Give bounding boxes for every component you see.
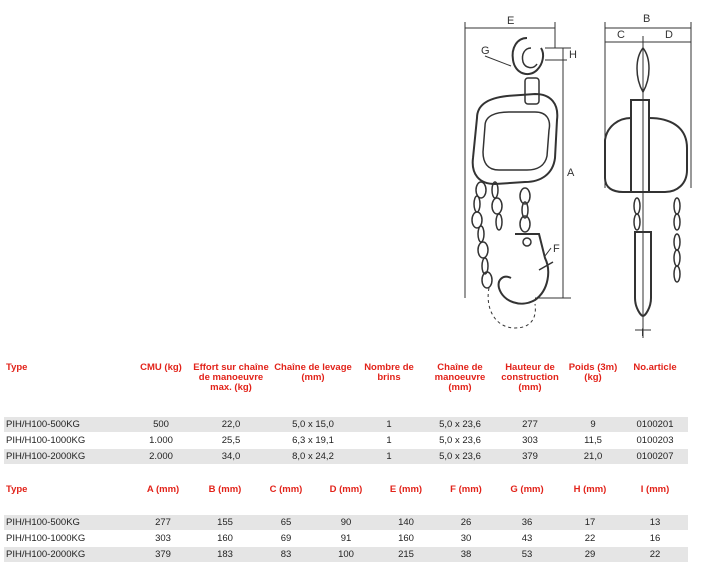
table-row <box>4 547 688 563</box>
dim-label-b: B <box>643 13 651 25</box>
cell: 160 <box>194 531 256 547</box>
cell: 500 <box>132 417 190 433</box>
cell: 43 <box>496 531 558 547</box>
header-e: E (mm) <box>389 484 423 495</box>
dim-label-c: C <box>617 29 625 41</box>
cell: 8,0 x 24,2 <box>272 449 354 465</box>
cell: 0100203 <box>622 433 688 449</box>
cell: 34,0 <box>190 449 272 465</box>
cell: 30 <box>436 531 496 547</box>
cell: 22 <box>622 547 688 563</box>
cell-type: PIH/H100-2000KG <box>4 449 132 465</box>
header-hand-chain: Chaîne de manoeuvre (mm) <box>434 362 486 393</box>
cell: 155 <box>194 515 256 531</box>
cell: 1 <box>354 433 424 449</box>
cell: 277 <box>132 515 194 531</box>
cell: 13 <box>622 515 688 531</box>
cell: 6,3 x 19,1 <box>272 433 354 449</box>
cell: 0100201 <box>622 417 688 433</box>
header-strands: Nombre de brins <box>364 362 414 383</box>
cell: 83 <box>256 547 316 563</box>
cell: 160 <box>376 531 436 547</box>
cell: 16 <box>622 531 688 547</box>
cell-type: PIH/H100-2000KG <box>4 547 132 563</box>
table-row <box>4 433 688 449</box>
table-row <box>4 515 688 531</box>
header-lifting-chain: Chaîne de levage (mm) <box>274 362 352 383</box>
header-a: A (mm) <box>146 484 180 495</box>
hoist-technical-drawing <box>455 8 695 338</box>
cell: 0100207 <box>622 449 688 465</box>
cell-type: PIH/H100-1000KG <box>4 531 132 547</box>
header-weight: Poids (3m) (kg) <box>568 362 618 383</box>
table-header-row <box>4 363 688 417</box>
table-row <box>4 531 688 547</box>
cell: 25,5 <box>190 433 272 449</box>
table-row <box>4 449 688 465</box>
cell: 183 <box>194 547 256 563</box>
cell: 5,0 x 15,0 <box>272 417 354 433</box>
cell: 1.000 <box>132 433 190 449</box>
cell: 5,0 x 23,6 <box>424 417 496 433</box>
header-height: Hauteur de construction (mm) <box>501 362 559 393</box>
header-f: F (mm) <box>450 484 482 495</box>
dim-label-d: D <box>665 29 673 41</box>
header-effort: Effort sur chaîne de manoeuvre max. (kg) <box>193 362 269 393</box>
header-cmu: CMU (kg) <box>140 362 182 373</box>
cell: 303 <box>496 433 564 449</box>
cell: 21,0 <box>564 449 622 465</box>
cell: 36 <box>496 515 558 531</box>
cell: 91 <box>316 531 376 547</box>
cell: 5,0 x 23,6 <box>424 449 496 465</box>
dim-label-h: H <box>569 49 577 61</box>
cell: 140 <box>376 515 436 531</box>
header-d: D (mm) <box>329 484 363 495</box>
dim-label-g: G <box>481 45 490 57</box>
cell: 26 <box>436 515 496 531</box>
dim-label-e: E <box>507 15 515 27</box>
cell: 277 <box>496 417 564 433</box>
cell: 22 <box>558 531 622 547</box>
cell: 90 <box>316 515 376 531</box>
cell: 2.000 <box>132 449 190 465</box>
cell-type: PIH/H100-500KG <box>4 515 132 531</box>
cell: 100 <box>316 547 376 563</box>
header-c: C (mm) <box>269 484 303 495</box>
cell: 22,0 <box>190 417 272 433</box>
header-i: I (mm) <box>640 484 670 495</box>
header-h: H (mm) <box>573 484 607 495</box>
cell: 69 <box>256 531 316 547</box>
cell: 38 <box>436 547 496 563</box>
cell-type: PIH/H100-500KG <box>4 417 132 433</box>
dimensions-table <box>4 485 688 563</box>
cell: 9 <box>564 417 622 433</box>
cell: 11,5 <box>564 433 622 449</box>
cell: 5,0 x 23,6 <box>424 433 496 449</box>
dim-label-i: I <box>641 327 645 338</box>
cell-type: PIH/H100-1000KG <box>4 433 132 449</box>
cell: 65 <box>256 515 316 531</box>
cell: 303 <box>132 531 194 547</box>
cell: 53 <box>496 547 558 563</box>
cell: 1 <box>354 449 424 465</box>
dim-label-a: A <box>567 167 575 179</box>
header-type: Type <box>6 484 28 495</box>
table-row <box>4 417 688 433</box>
header-g: G (mm) <box>510 484 544 495</box>
cell: 379 <box>496 449 564 465</box>
cell: 17 <box>558 515 622 531</box>
cell: 29 <box>558 547 622 563</box>
specifications-table <box>4 363 688 465</box>
dim-label-f: F <box>553 243 560 255</box>
cell: 215 <box>376 547 436 563</box>
table-header-row <box>4 485 688 515</box>
cell: 1 <box>354 417 424 433</box>
header-type: Type <box>6 362 28 373</box>
cell: 379 <box>132 547 194 563</box>
header-b: B (mm) <box>208 484 242 495</box>
header-article: No.article <box>633 362 677 373</box>
